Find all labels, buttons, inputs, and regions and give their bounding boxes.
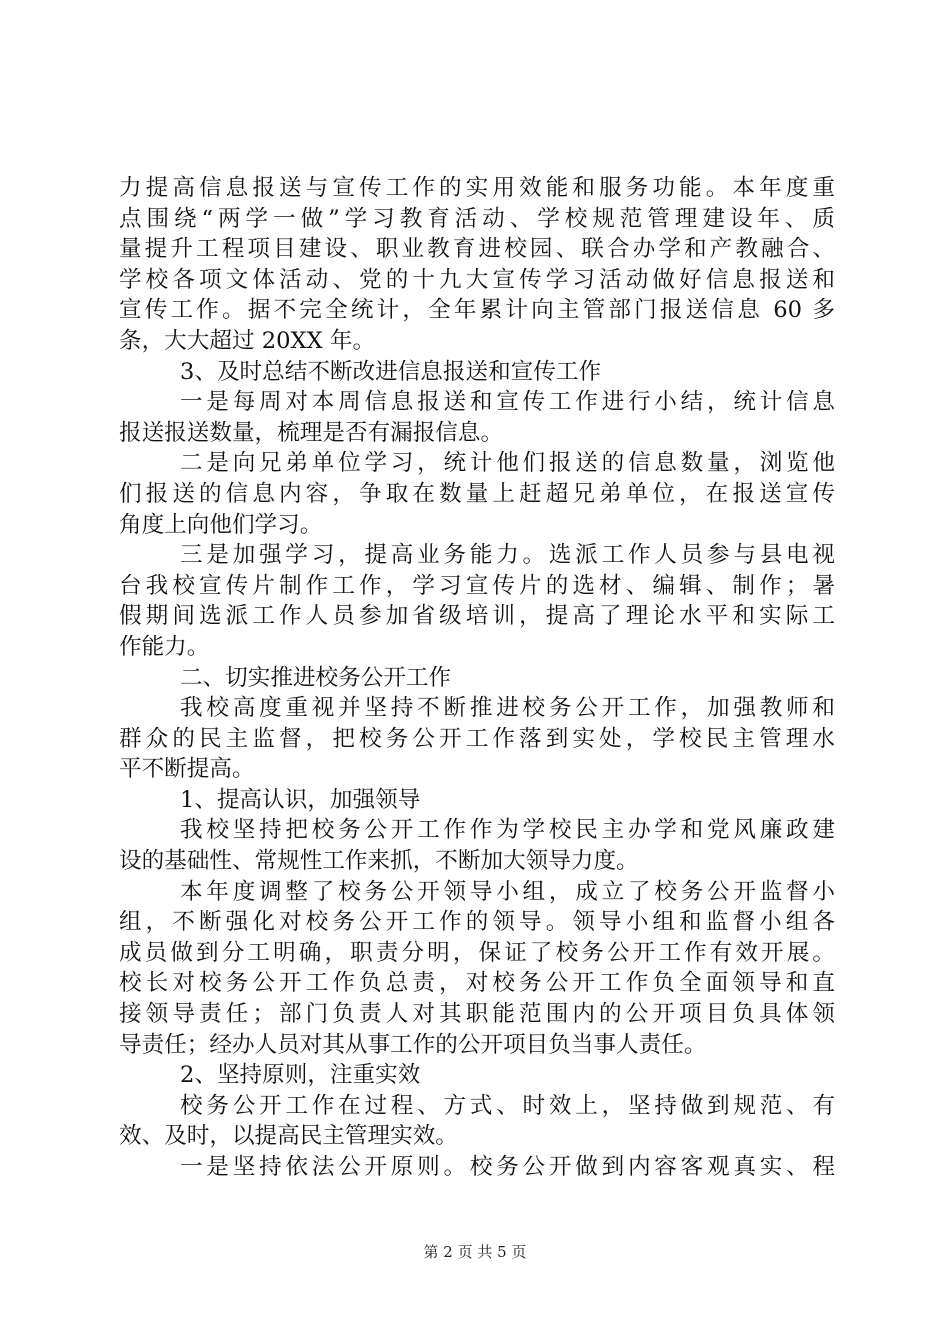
text-line: 宣传工作。据不完全统计，全年累计向主管部门报送信息 60 多 <box>119 297 835 324</box>
text-line: 台我校宣传片制作工作，学习宣传片的选材、编辑、制作；暑 <box>119 572 835 599</box>
text-line: 3、及时总结不断改进信息报送和宣传工作 <box>180 358 602 385</box>
text-line: 报送报送数量，梳理是否有漏报信息。 <box>119 419 504 446</box>
text-line: 二是向兄弟单位学习，统计他们报送的信息数量，浏览他 <box>180 450 835 477</box>
text-line: 三是加强学习，提高业务能力。选派工作人员参与县电视 <box>180 542 835 569</box>
text-line: 成员做到分工明确，职责分明，保证了校务公开工作有效开展。 <box>119 939 835 966</box>
page-footer: 第 2 页 共 5 页 <box>423 1243 527 1261</box>
text-line: 我校坚持把校务公开工作作为学校民主办学和党风廉政建 <box>180 817 835 844</box>
text-line: 作能力。 <box>119 633 210 660</box>
text-line: 我校高度重视并坚持不断推进校务公开工作，加强教师和 <box>180 695 835 722</box>
text-line: 一是每周对本周信息报送和宣传工作进行小结，统计信息 <box>180 389 835 416</box>
text-line: 本年度调整了校务公开领导小组，成立了校务公开监督小 <box>180 878 835 905</box>
text-line: 角度上向他们学习。 <box>119 511 323 538</box>
document-body <box>119 173 835 1183</box>
text-line: 校务公开工作在过程、方式、时效上，坚持做到规范、有 <box>180 1092 835 1119</box>
text-line: 量提升工程项目建设、职业教育进校园、联合办学和产教融合、 <box>119 236 835 263</box>
text-line: 二、切实推进校务公开工作 <box>180 664 452 691</box>
text-line: 群众的民主监督，把校务公开工作落到实处，学校民主管理水 <box>119 725 835 752</box>
text-line: 设的基础性、常规性工作来抓，不断加大领导力度。 <box>119 848 639 875</box>
text-line: 假期间选派工作人员参加省级培训，提高了理论水平和实际工 <box>119 603 835 630</box>
text-line: 1、提高认识，加强领导 <box>180 786 421 813</box>
text-line: 们报送的信息内容，争取在数量上赶超兄弟单位，在报送宣传 <box>119 480 835 507</box>
text-line: 导责任；经办人员对其从事工作的公开项目负当事人责任。 <box>119 1031 707 1058</box>
text-line: 校长对校务公开工作负总责，对校务公开工作负全面领导和直 <box>119 970 835 997</box>
text-line: 点围绕“两学一做”学习教育活动、学校规范管理建设年、质 <box>119 205 835 232</box>
text-line: 力提高信息报送与宣传工作的实用效能和服务功能。本年度重 <box>119 175 835 201</box>
text-line: 一是坚持依法公开原则。校务公开做到内容客观真实、程 <box>180 1154 835 1180</box>
text-line: 组，不断强化对校务公开工作的领导。领导小组和监督小组各 <box>119 909 835 936</box>
text-line: 2、坚持原则，注重实效 <box>180 1062 421 1089</box>
text-line: 平不断提高。 <box>119 756 255 783</box>
text-line: 条，大大超过 20XX 年。 <box>119 327 376 354</box>
text-line: 学校各项文体活动、党的十九大宣传学习活动做好信息报送和 <box>119 266 835 293</box>
text-line: 接领导责任；部门负责人对其职能范围内的公开项目负具体领 <box>119 1001 835 1028</box>
text-line: 效、及时，以提高民主管理实效。 <box>119 1123 458 1150</box>
